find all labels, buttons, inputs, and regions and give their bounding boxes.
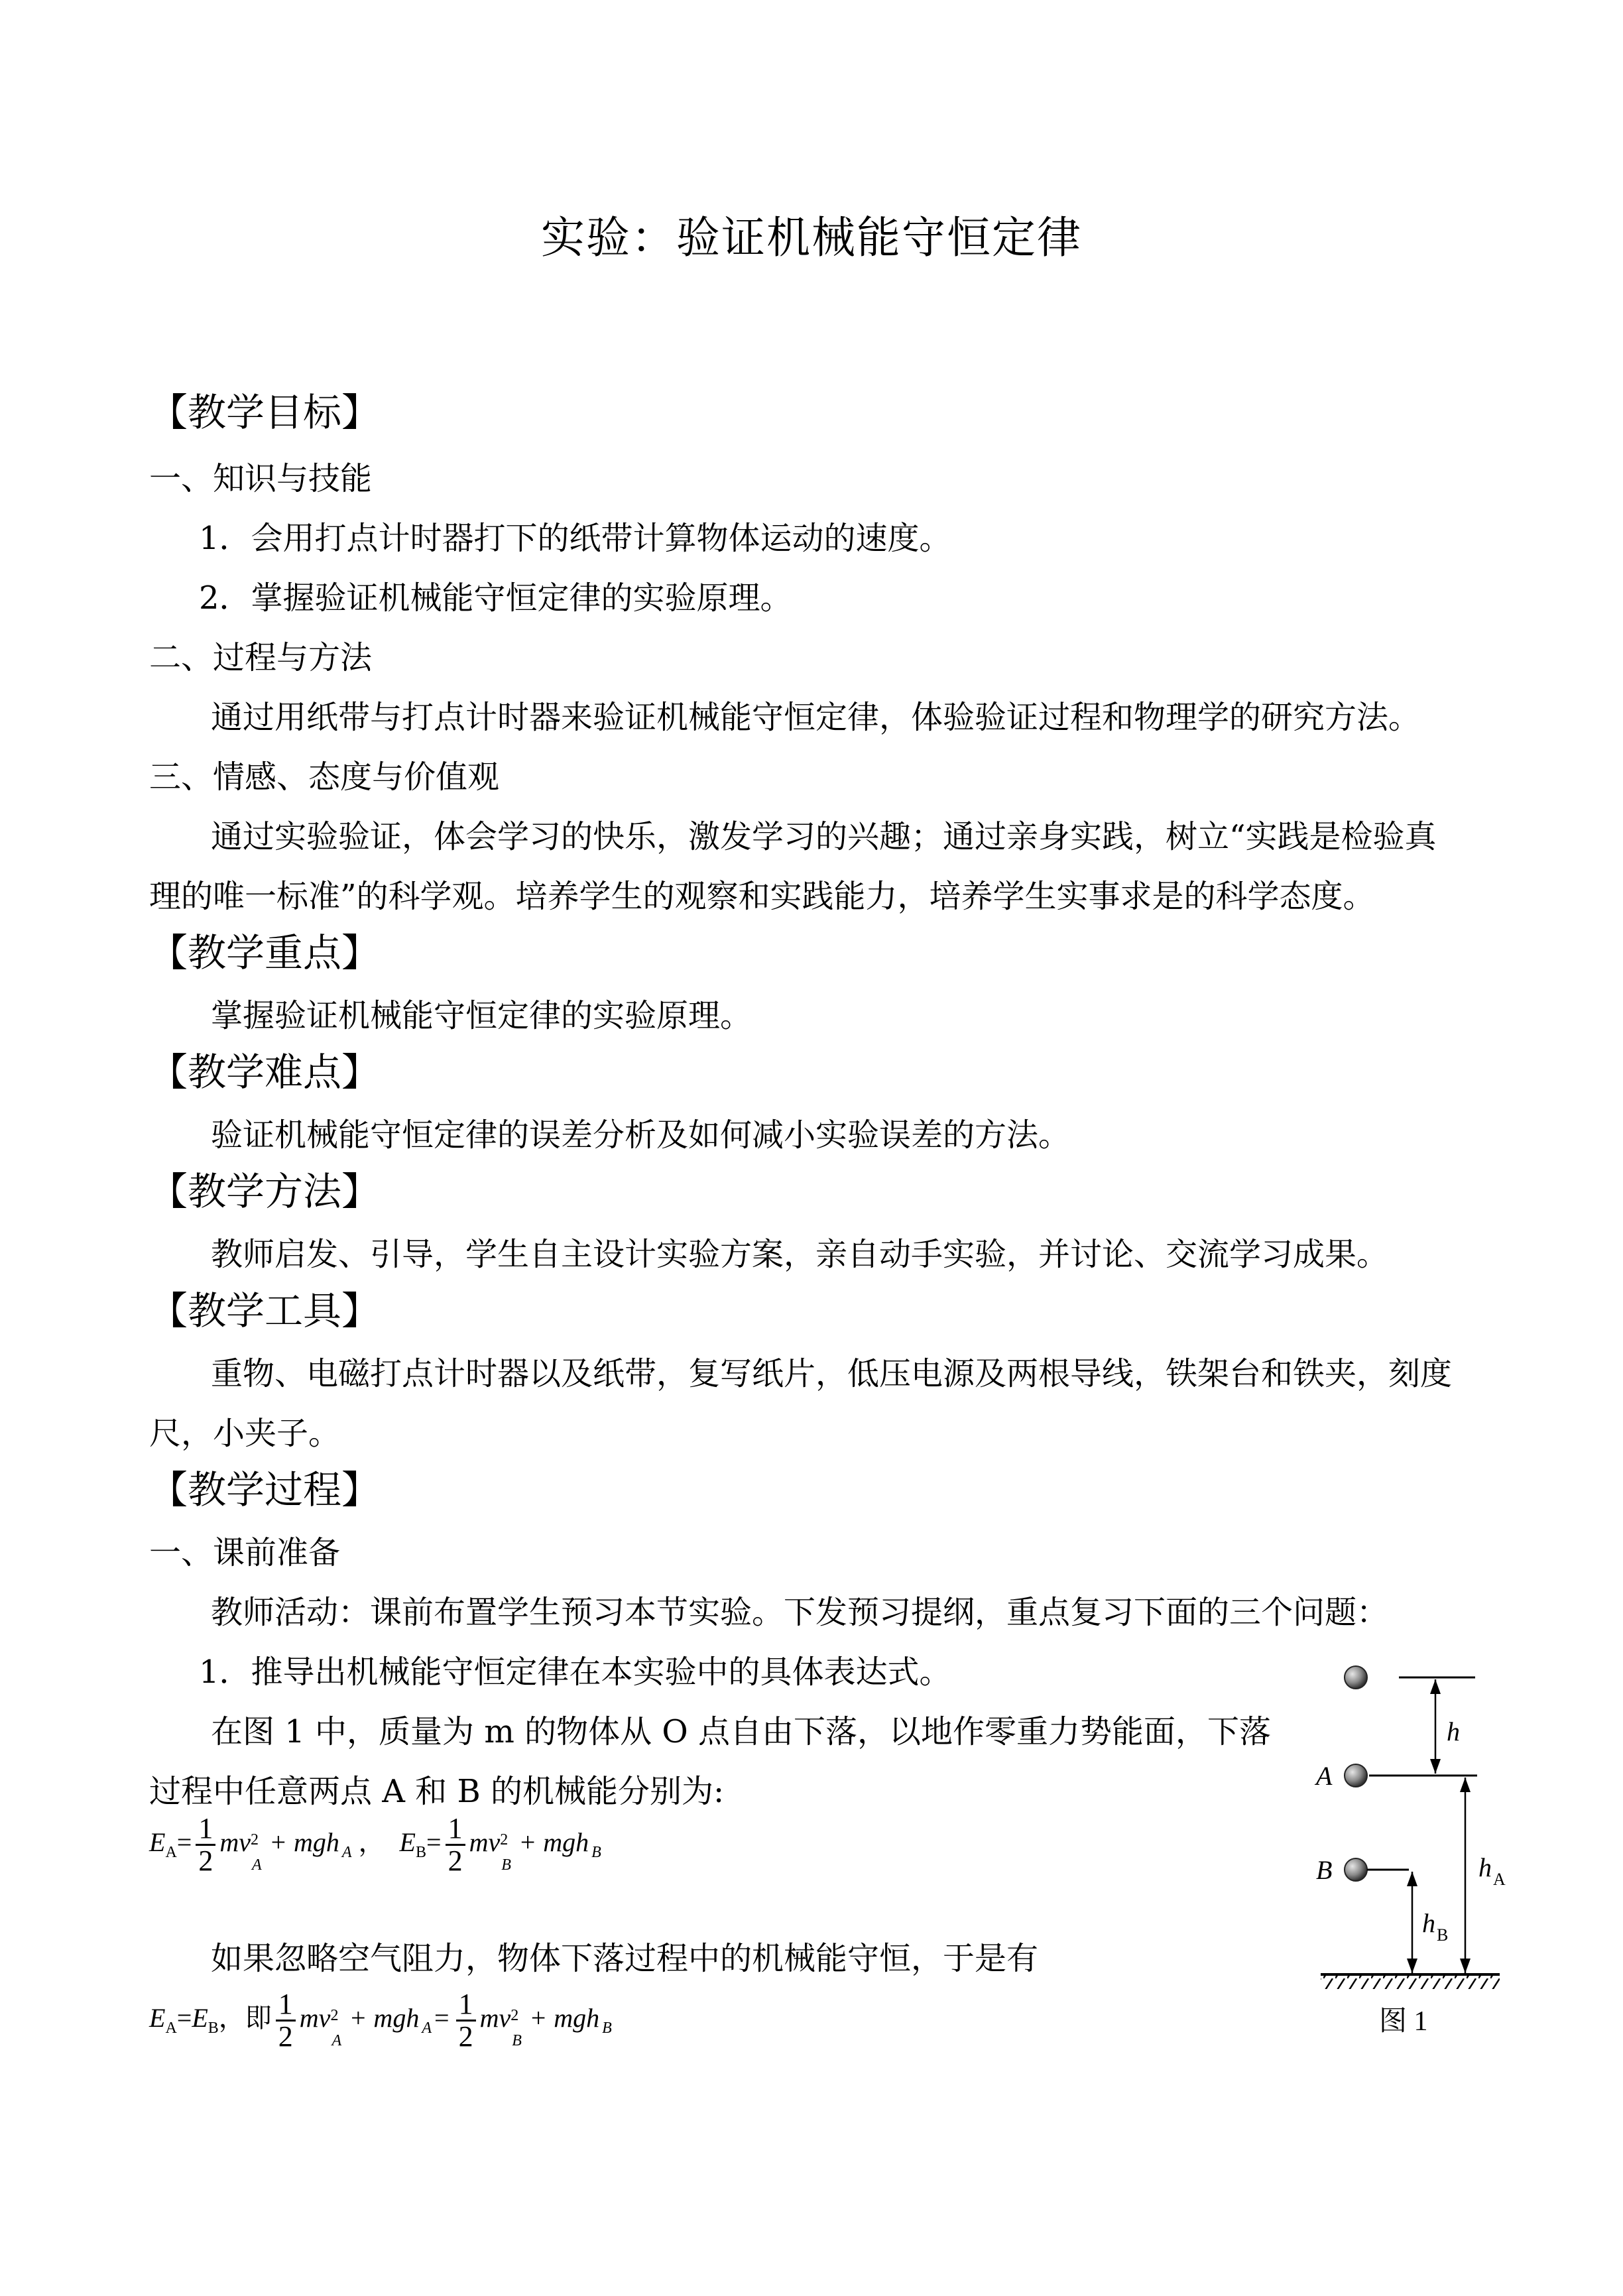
knowledge-item-1: 1．会用打点计时器打下的纸带计算物体运动的速度。 bbox=[199, 520, 951, 557]
figure-caption: 图 1 bbox=[1379, 2006, 1428, 2037]
tools-text-2: 尺，小夹子。 bbox=[149, 1415, 341, 1452]
ground-hatching bbox=[1321, 1976, 1500, 1989]
difficulty-text: 验证机械能守恒定律的误差分析及如何减小实验误差的方法。 bbox=[211, 1117, 1071, 1154]
conservation-text: 如果忽略空气阻力，物体下落过程中的机械能守恒，于是有 bbox=[211, 1940, 1039, 1977]
label-h: h bbox=[1447, 1717, 1460, 1746]
teacher-activity: 教师活动：课前布置学生预习本节实验。下发预习提纲，重点复习下面的三个问题： bbox=[211, 1594, 1389, 1631]
energy-equation-2: $E_A=E_B$，即 $\frac{1}{2}$ mv 2 A + mgh $_A$ = $\frac{1}{2}$ mv 2 B + mgh $_B$ bbox=[149, 1988, 612, 2053]
emotion-text-1: 通过实验验证，体会学习的快乐，激发学习的兴趣；通过亲身实践，树立“实践是检验真 bbox=[211, 818, 1437, 855]
label-ha: h bbox=[1478, 1852, 1492, 1882]
label-hb: h bbox=[1422, 1908, 1435, 1938]
tools-text-1: 重物、电磁打点计时器以及纸带，复写纸片，低压电源及两根导线，铁架台和铁夹，刻度 bbox=[211, 1355, 1453, 1392]
process-heading: 二、过程与方法 bbox=[149, 639, 373, 676]
page-title: 实验：验证机械能守恒定律 bbox=[541, 212, 1082, 263]
key-text: 掌握验证机械能守恒定律的实验原理。 bbox=[211, 997, 752, 1034]
tools-heading: 【教学工具】 bbox=[149, 1288, 381, 1333]
emotion-heading: 三、情感、态度与价值观 bbox=[149, 758, 500, 796]
method-text: 教师启发、引导，学生自主设计实验方案，亲自动手实验，并讨论、交流学习成果。 bbox=[211, 1236, 1389, 1273]
figure-1-free-fall-diagram bbox=[1299, 1658, 1518, 2055]
label-ha-sub: A bbox=[1493, 1870, 1506, 1889]
question-1: 1．推导出机械能守恒定律在本实验中的具体表达式。 bbox=[199, 1654, 951, 1691]
figure-text-1: 在图 1 中，质量为 m 的物体从 O 点自由下落，以地作零重力势能面，下落 bbox=[211, 1713, 1271, 1750]
emotion-text-2: 理的唯一标准”的科学观。培养学生的观察和实践能力，培养学生实事求是的科学态度。 bbox=[149, 878, 1375, 915]
knowledge-heading: 一、知识与技能 bbox=[149, 460, 373, 497]
difficulty-heading: 【教学难点】 bbox=[149, 1050, 381, 1095]
label-b: B bbox=[1316, 1855, 1333, 1885]
method-heading: 【教学方法】 bbox=[149, 1169, 381, 1214]
ball-b bbox=[1345, 1858, 1367, 1881]
figure-text-2: 过程中任意两点 A 和 B 的机械能分别为: bbox=[149, 1773, 725, 1810]
ball-a bbox=[1345, 1764, 1367, 1787]
goals-heading: 【教学目标】 bbox=[149, 390, 381, 435]
energy-equation-1: $E_A=$ $\frac{1}{2}$ mv 2 A + mgh $_A$ ， $E_B=$ $\frac{1}{2}$ mv 2 B + mgh $_B$ bbox=[149, 1812, 601, 1878]
process-text: 通过用纸带与打点计时器来验证机械能守恒定律，体验验证过程和物理学的研究方法。 bbox=[211, 699, 1421, 736]
prep-heading: 一、课前准备 bbox=[149, 1534, 341, 1571]
procedure-heading: 【教学过程】 bbox=[149, 1467, 381, 1512]
ball-top bbox=[1345, 1666, 1367, 1689]
label-hb-sub: B bbox=[1437, 1925, 1449, 1945]
knowledge-item-2: 2．掌握验证机械能守恒定律的实验原理。 bbox=[199, 579, 792, 617]
key-heading: 【教学重点】 bbox=[149, 930, 381, 975]
label-a: A bbox=[1316, 1761, 1333, 1791]
